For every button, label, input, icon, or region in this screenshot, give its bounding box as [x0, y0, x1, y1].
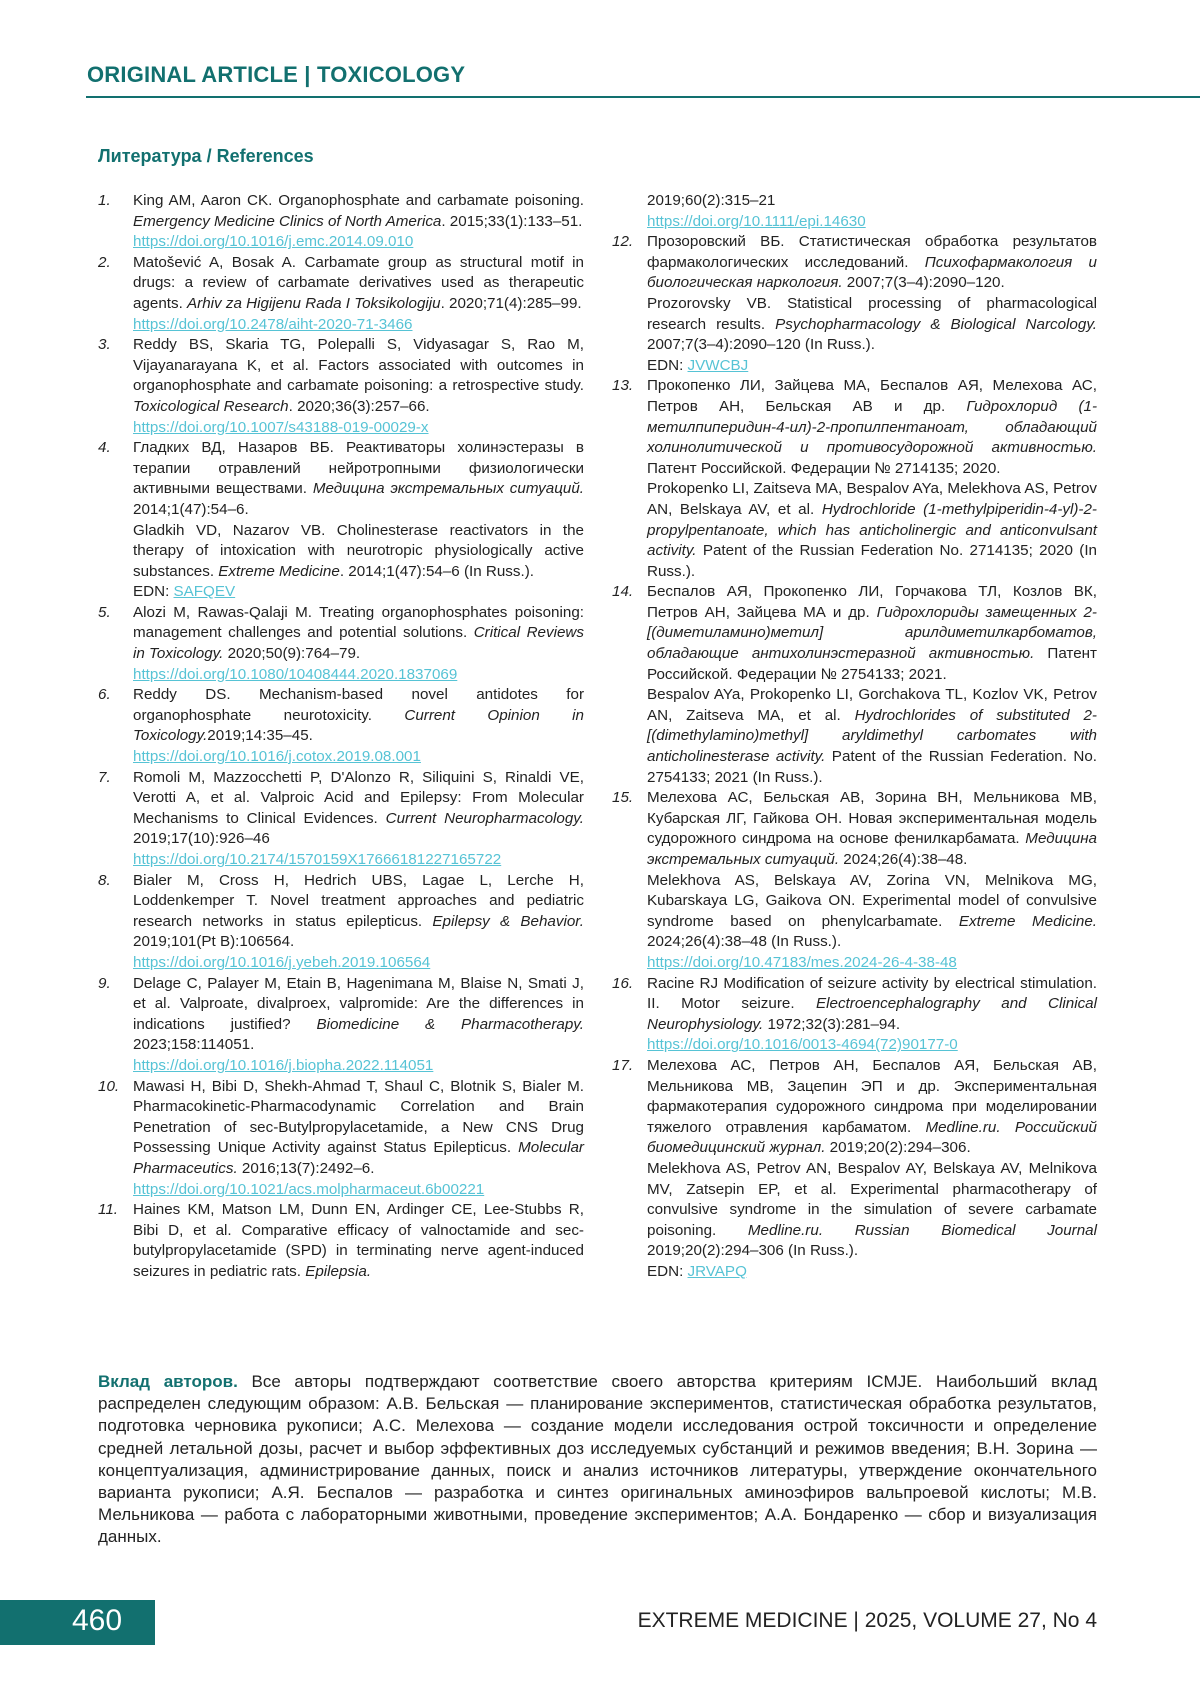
reference-text	[133, 253, 584, 335]
reference-item	[98, 603, 584, 685]
reference-link[interactable]: https://doi.org/10.1111/epi.14630	[647, 212, 866, 230]
reference-text	[133, 974, 584, 1077]
reference-text	[647, 1056, 1097, 1283]
reference-source: Medline.ru. Russian Biomedical Journal	[747, 1221, 1097, 1239]
reference-segment: King AM, Aaron CK. Organophosphate and carbamate poisoning.	[133, 192, 584, 209]
reference-line	[133, 747, 584, 768]
reference-segment: 2016;13(7):2492–6.	[237, 1159, 375, 1177]
reference-segment: 2023;158:114051.	[133, 1036, 255, 1054]
reference-link[interactable]: https://doi.org/10.47183/mes.2024-26-4-38-48	[647, 953, 957, 971]
reference-line	[133, 665, 584, 686]
reference-link[interactable]: https://doi.org/10.1016/j.emc.2014.09.010	[133, 233, 414, 251]
reference-source: Psychopharmacology & Biological Narcology.	[775, 315, 1097, 333]
reference-line	[133, 1180, 584, 1201]
reference-line	[647, 1159, 1097, 1262]
reference-text	[647, 376, 1097, 582]
reference-number: 14.	[612, 583, 634, 601]
reference-source: Медицина экстремальных ситуаций.	[647, 830, 1097, 868]
reference-segment: Bialer M, Cross H, Hedrich UBS, Lagae L, Lerche H, Loddenkemper T. Novel treatment approaches and pediatric research networks in status epilepticus.	[133, 871, 584, 930]
reference-line	[133, 953, 584, 974]
reference-line	[133, 191, 584, 232]
reference-source: Гидрохлорид (1-метилпиперидин-4-ил)-2-пропилпентаноат, обладающий холинолитической и противосудорожной активностью.	[647, 397, 1098, 457]
reference-text	[133, 438, 584, 603]
reference-link[interactable]: SAFQEV	[173, 583, 236, 601]
section-header: ORIGINAL ARTICLE | TOXICOLOGY	[87, 62, 466, 87]
reference-text	[647, 582, 1097, 788]
reference-source: Biomedicine & Pharmacotherapy.	[316, 1015, 584, 1033]
reference-item	[98, 685, 584, 767]
reference-line	[133, 253, 584, 315]
reference-segment: Патент Российской. Федерации № 2714135; 2020.	[647, 459, 1001, 477]
reference-number: 7.	[98, 768, 111, 786]
reference-line	[647, 294, 1097, 356]
reference-item	[98, 974, 584, 1077]
reference-segment: 2019;17(10):926–46	[133, 830, 270, 848]
reference-segment: Reddy DS. Mechanism-based novel antidotes for organophosphate neurotoxicity.	[133, 686, 584, 724]
reference-text	[647, 788, 1097, 973]
reference-link[interactable]: https://doi.org/10.1021/acs.molpharmaceut.6b00221	[133, 1180, 485, 1198]
reference-segment: 2019;14:35–45.	[207, 727, 313, 745]
reference-item	[612, 376, 1097, 582]
reference-number: 13.	[612, 377, 634, 395]
reference-link[interactable]: https://doi.org/10.1016/j.biopha.2022.114051	[133, 1056, 434, 1074]
reference-item	[612, 191, 1097, 232]
header-rule	[86, 96, 1200, 98]
reference-line	[647, 974, 1097, 1036]
reference-item	[98, 438, 584, 603]
reference-line	[133, 768, 584, 850]
reference-segment: Gladkih VD, Nazarov VB. Cholinesterase reactivators in the therapy of intoxication with neurotropic physiologically active substances.	[133, 521, 584, 580]
reference-line	[647, 356, 1097, 377]
reference-segment: Matošević A, Bosak A. Carbamate group as structural motif in drugs: a review of carbamate derivatives used as therapeutic agents.	[133, 253, 584, 312]
reference-text	[133, 1200, 584, 1282]
reference-text	[647, 191, 1097, 232]
reference-segment: Patent of the Russian Federation. No. 2754133; 2021 (In Russ.).	[647, 748, 1097, 786]
reference-segment: . 2020;36(3):257–66.	[288, 397, 430, 415]
reference-source: Electroencephalography and Clinical Neurophysiology.	[647, 995, 1098, 1033]
reference-line	[647, 479, 1097, 582]
reference-source: Hydrochlorides of substituted 2-[(dimethylamino)methyl] aryldimethyl carbomates with anticholinesterase activity.	[647, 706, 1097, 766]
reference-segment: . 2015;33(1):133–51.	[441, 212, 583, 230]
reference-number: 3.	[98, 336, 111, 354]
reference-segment: Patent of the Russian Federation No. 2714135; 2020 (In Russ.).	[647, 542, 1097, 580]
reference-item	[612, 788, 1097, 973]
reference-line	[647, 212, 1097, 233]
reference-line	[133, 1077, 584, 1180]
reference-link[interactable]: https://doi.org/10.1016/j.cotox.2019.08.001	[133, 748, 421, 766]
reference-segment: Romoli M, Mazzocchetti P, D'Alonzo R, Siliquini S, Rinaldi VE, Verotti A, et al. Valproic Acid and Epilepsy: From Molecular Mechanisms to Clinical Evidences.	[133, 768, 584, 827]
reference-source: Current Opinion in Toxicology.	[133, 706, 584, 745]
reference-link[interactable]: https://doi.org/10.1016/0013-4694(72)90177-0	[647, 1036, 958, 1054]
reference-number: 16.	[612, 974, 634, 992]
reference-number: 12.	[612, 233, 634, 251]
reference-number: 15.	[612, 789, 634, 807]
reference-source: Гидрохлориды замещенных 2-[(диметиламино)метил] арилдиметилкарбоматов, обладающие антихолинэстеразной активностью.	[647, 603, 1097, 663]
reference-text	[133, 685, 584, 767]
references-left-column	[98, 191, 584, 1282]
author-contributions	[98, 1371, 1097, 1549]
reference-segment: Prokopenko LI, Zaitseva MA, Bespalov AYa, Melekhova AS, Petrov AN, Belskaya AV, et al.	[647, 480, 1097, 518]
contributions-label: Вклад авторов.	[98, 1372, 238, 1391]
reference-segment: 2024;26(4):38–48 (In Russ.).	[647, 933, 842, 951]
reference-link[interactable]: https://doi.org/10.1016/j.yebeh.2019.106564	[133, 953, 431, 971]
reference-segment: Haines KM, Matson LM, Dunn EN, Ardinger CE, Lee-Stubbs R, Bibi D, et al. Comparative efficacy of valnoctamide and sec-butylpropylacetamide (SPD) in terminating nerve agent-induced seizures in pediatric rats.	[133, 1201, 584, 1280]
reference-segment: Мелехова АС, Петров АН, Беспалов АЯ, Бельская АВ, Мельникова МВ, Зацепин ЭП и др. Экспериментальная фармакотерапия судорожного синдрома при моделировании тяжелого отравления карбаматом.	[647, 1056, 1097, 1136]
reference-source: Extreme Medicine.	[958, 912, 1097, 930]
reference-source: Arhiv za Higijenu Rada I Toksikologiju	[187, 294, 441, 312]
reference-number: 11.	[98, 1201, 118, 1219]
reference-segment: Melekhova AS, Belskaya AV, Zorina VN, Melnikova MG, Kubarskaya LG, Gaikova ON. Experimental model of convulsive syndrome based on phenylcarbamate.	[647, 871, 1097, 930]
reference-segment: Мелехова АС, Бельская АВ, Зорина ВН, Мельникова МВ, Кубарская ЛГ, Гайкова ОН. Новая экспериментальная модель судорожного синдрома на основе фенилкарбамата.	[647, 789, 1097, 848]
reference-line	[133, 603, 584, 665]
reference-item	[612, 582, 1097, 788]
reference-segment: . 2014;1(47):54–6 (In Russ.).	[339, 562, 534, 580]
reference-text	[133, 603, 584, 685]
reference-segment: 2020;50(9):764–79.	[223, 645, 361, 663]
reference-segment: Prozorovsky VB. Statistical processing of pharmacological research results.	[647, 294, 1097, 333]
reference-text	[133, 768, 584, 871]
reference-line	[647, 1262, 1097, 1283]
contributions-text: Все авторы подтверждают соответствие своего авторства критериям ICMJE. Наибольший вклад распределен следующим образом: А.В. Бельская — планирование экспериментов, статистическая обработка результатов, подготовка черновика рукописи; А.С. Мелехова — создание модели исследования острой токсичности и определение средней летальной дозы, расчет и выбор эффективных доз исследуемых субстанций и режимов введения; В.Н. Зорина — концептуализация, администрирование данных, поиск и анализ источников литературы, утверждение окончательного варианта рукописи; А.Я. Беспалов — разработка и синтез оригинальных аминоэфиров вальпроевой кислоты; М.В. Мельникова — работа с лабораторными животными, проведение экспериментов; А.А. Бондаренко — сбор и визуализация данных.	[98, 1372, 1097, 1547]
reference-segment: Alozi M, Rawas-Qalaji M. Treating organophosphates poisoning: management challenges and potential solutions.	[133, 603, 584, 642]
reference-source: Epilepsia.	[305, 1262, 372, 1280]
reference-segment: Delage C, Palayer M, Etain B, Hagenimana M, Blaise N, Smati J, et al. Valproate, divalproex, valpromide: Are the differences in indications justified?	[133, 974, 584, 1033]
references-right-column	[612, 191, 1097, 1282]
reference-line	[133, 685, 584, 747]
reference-segment: Racine RJ Modification of seizure activity by electrical stimulation. II. Motor seizure.	[647, 974, 1097, 1013]
reference-line	[133, 1056, 584, 1077]
reference-source: Current Neuropharmacology.	[385, 809, 584, 827]
reference-source: Toxicological Research	[133, 397, 289, 415]
reference-line	[133, 438, 584, 520]
reference-item	[98, 768, 584, 871]
reference-number: 2.	[98, 253, 111, 271]
reference-source: Epilepsy & Behavior.	[432, 912, 584, 930]
reference-source: Molecular Pharmaceutics.	[133, 1139, 584, 1177]
reference-number: 8.	[98, 871, 111, 889]
reference-line	[133, 582, 584, 603]
reference-segment: Патент Российской. Федерации № 2754133; 2021.	[647, 645, 1098, 683]
reference-line	[647, 685, 1097, 788]
reference-line	[647, 376, 1097, 479]
reference-segment: . 2020;71(4):285–99.	[440, 294, 582, 312]
reference-source: Extreme Medicine	[218, 562, 340, 580]
reference-link[interactable]: https://doi.org/10.2478/aiht-2020-71-3466	[133, 315, 413, 333]
reference-link[interactable]: https://doi.org/10.1080/10408444.2020.1837069	[133, 665, 458, 683]
reference-text	[133, 191, 584, 253]
reference-segment: Гладких ВД, Назаров ВБ. Реактиваторы холинэстеразы в терапии отравлений нейротропными физиологически активными веществами.	[133, 439, 584, 498]
reference-segment: Reddy BS, Skaria TG, Polepalli S, Vidyasagar S, Rao M, Vijayanarayana K, et al. Factors associated with outcomes in organophosphate and carbamate poisoning: a retrospective study.	[133, 336, 584, 395]
reference-item	[98, 1077, 584, 1201]
reference-number: 17.	[612, 1056, 634, 1074]
reference-segment: Беспалов АЯ, Прокопенко ЛИ, Горчакова ТЛ, Козлов ВК, Петров АН, Зайцева МА и др.	[647, 583, 1097, 621]
reference-segment: 2007;7(3–4):2090–120.	[842, 274, 1005, 292]
references-heading: Литература / References	[98, 146, 314, 166]
reference-segment: 1972;32(3):281–94.	[763, 1015, 901, 1033]
reference-line	[133, 871, 584, 953]
reference-source: Психофармакология и биологическая наркология.	[647, 253, 1097, 292]
reference-source: Hydrochloride (1-methylpiperidin-4-yl)-2-propylpentanoate, which has anticholinergic and anticonvulsant activity.	[647, 500, 1097, 560]
reference-line	[133, 335, 584, 417]
reference-segment: Прозоровский ВБ. Статистическая обработка результатов фармакологических исследований.	[647, 233, 1097, 271]
reference-link[interactable]: JVWCBJ	[687, 356, 749, 374]
reference-number: 10.	[98, 1077, 120, 1095]
reference-line	[647, 191, 1097, 212]
reference-segment: 2019;60(2):315–21	[647, 192, 776, 209]
reference-number: 4.	[98, 439, 111, 457]
reference-source: Медицина экстремальных ситуаций.	[312, 480, 584, 498]
reference-link[interactable]: https://doi.org/10.1007/s43188-019-00029-x	[133, 418, 429, 436]
reference-text	[133, 1077, 584, 1201]
reference-line	[133, 418, 584, 439]
reference-number: 6.	[98, 686, 111, 704]
reference-line	[647, 788, 1097, 870]
reference-segment: EDN:	[647, 1262, 688, 1280]
reference-text	[133, 335, 584, 438]
journal-footer: EXTREME MEDICINE | 2025, VOLUME 27, No 4	[637, 1609, 1097, 1632]
reference-segment: 2019;101(Pt B):106564.	[133, 933, 295, 951]
reference-text	[647, 232, 1097, 376]
reference-line	[133, 850, 584, 871]
reference-line	[133, 974, 584, 1056]
reference-source: Emergency Medicine Clinics of North America	[133, 212, 442, 230]
reference-line	[133, 315, 584, 336]
reference-link[interactable]: JRVAPQ	[687, 1262, 747, 1280]
reference-segment: EDN:	[647, 356, 688, 374]
reference-item	[98, 253, 584, 335]
reference-segment: 2024;26(4):38–48.	[839, 851, 968, 868]
reference-segment: Mawasi H, Bibi D, Shekh-Ahmad T, Shaul C, Blotnik S, Bialer M. Pharmacokinetic-Pharmacodynamic Correlation and Brain Penetration of sec-Butylpropylacetamide, a New CNS Drug Possessing Unique Activity against Status Epilepticus.	[133, 1077, 584, 1157]
reference-segment: 2007;7(3–4):2090–120 (In Russ.).	[647, 336, 875, 354]
reference-segment: 2019;20(2):294–306.	[825, 1139, 971, 1157]
reference-source: Medline.ru. Российский биомедицинский журнал.	[647, 1118, 1097, 1157]
reference-link[interactable]: https://doi.org/10.2174/1570159X17666181227165722	[133, 851, 502, 868]
reference-line	[133, 232, 584, 253]
reference-line	[647, 871, 1097, 953]
reference-item	[612, 232, 1097, 376]
reference-number: 9.	[98, 974, 111, 992]
reference-segment: Прокопенко ЛИ, Зайцева МА, Беспалов АЯ, Мелехова АС, Петров АН, Бельская АВ и др.	[647, 377, 1097, 415]
reference-item	[98, 191, 584, 253]
reference-segment: 2014;1(47):54–6.	[133, 500, 249, 518]
reference-number: 5.	[98, 603, 111, 621]
reference-line	[133, 1200, 584, 1282]
reference-segment: 2019;20(2):294–306 (In Russ.).	[647, 1242, 859, 1260]
reference-number: 1.	[98, 192, 111, 209]
reference-segment: Melekhova AS, Petrov AN, Bespalov AY, Belskaya AV, Melnikova MV, Zatsepin EP, et al. Experimental pharmacotherapy of convulsive syndrome in the simulation of severe carbamate poisoning.	[647, 1159, 1097, 1239]
reference-line	[647, 953, 1097, 974]
reference-item	[98, 335, 584, 438]
page-number: 460	[72, 1604, 123, 1637]
reference-item	[98, 1200, 584, 1282]
reference-source: Critical Reviews in Toxicology.	[133, 624, 584, 663]
reference-segment: Bespalov AYa, Prokopenko LI, Gorchakova TL, Kozlov VK, Petrov AN, Zaitseva MA, et al.	[647, 686, 1097, 724]
reference-line	[647, 1056, 1097, 1159]
reference-item	[612, 1056, 1097, 1283]
reference-segment: EDN:	[133, 583, 174, 601]
reference-line	[133, 521, 584, 583]
reference-text	[133, 871, 584, 974]
reference-item	[612, 974, 1097, 1056]
reference-line	[647, 1035, 1097, 1056]
reference-line	[647, 232, 1097, 294]
reference-item	[98, 871, 584, 974]
reference-text	[647, 974, 1097, 1056]
reference-number	[612, 191, 647, 232]
reference-line	[647, 582, 1097, 685]
